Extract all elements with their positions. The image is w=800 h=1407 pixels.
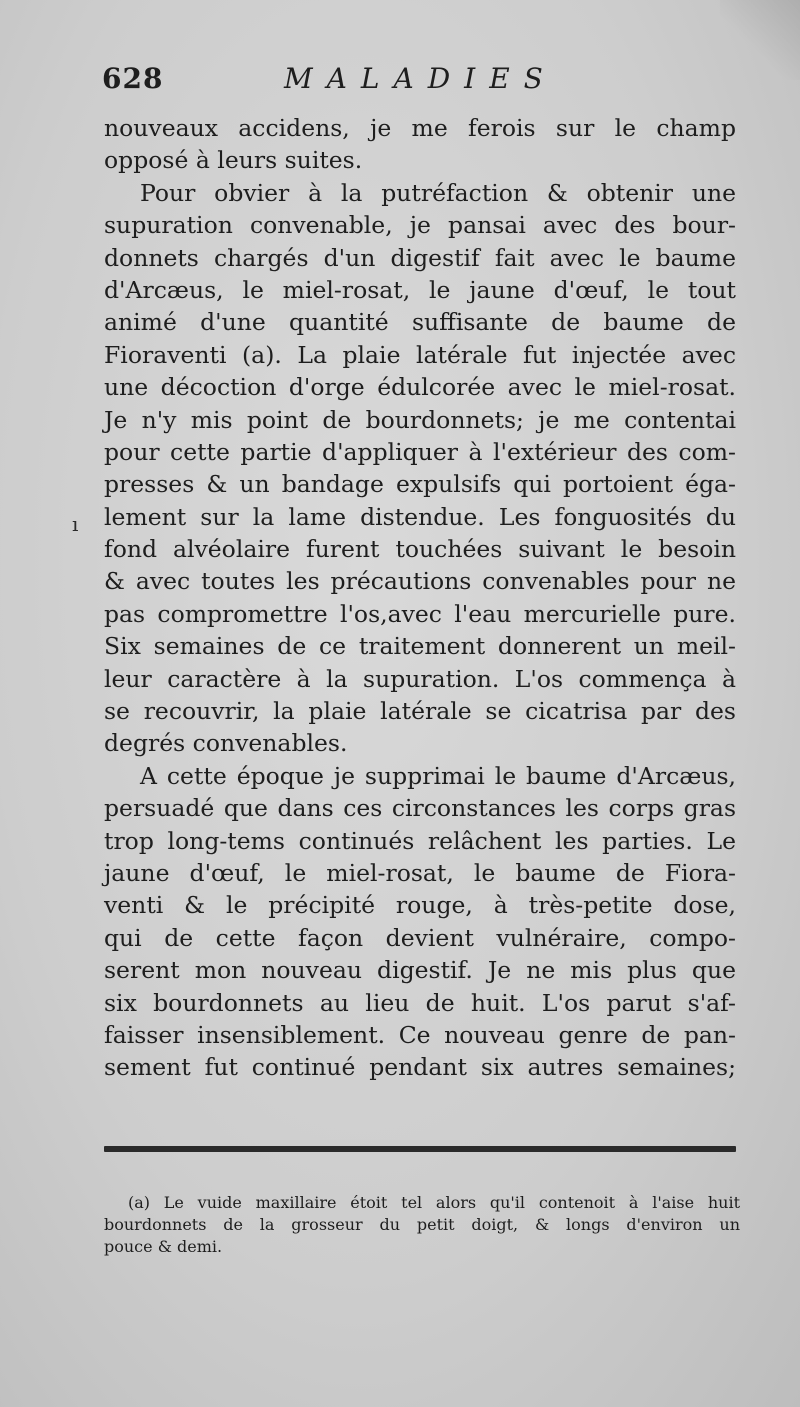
text-line: Six semaines de ce traitement donnerent un meil- (104, 632, 736, 661)
text-line: qui de cette façon devient vulnéraire, compo- (104, 923, 736, 952)
text-line: fond alvéolaire furent touchées suivant le besoin (104, 535, 736, 564)
text-line: Fioraventi (a). La plaie latérale fut injectée avec (104, 340, 736, 369)
text-line: Pour obvier à la putréfaction & obtenir une (140, 178, 736, 207)
margin-mark: ı (72, 512, 79, 536)
text-line: supuration convenable, je pansai avec des bour- (104, 211, 736, 240)
footnote (104, 1192, 740, 1258)
text-line: persuadé que dans ces circonstances les corps gras (104, 794, 736, 823)
text-line: jaune d'œuf, le miel-rosat, le baume de Fiora- (104, 858, 736, 887)
text-line: Je n'y mis point de bourdonnets; je me contentai (104, 405, 736, 434)
text-line: sement fut continué pendant six autres semaines; (104, 1053, 736, 1082)
running-head: MALADIES (284, 62, 557, 95)
text-line: serent mon nouveau digestif. Je ne mis plus que (104, 956, 736, 985)
text-line: trop long-tems continués relâchent les parties. Le (104, 826, 736, 855)
text-line: une décoction d'orge édulcorée avec le miel-rosat. (104, 373, 736, 402)
text-line: d'Arcæus, le miel-rosat, le jaune d'œuf, le tout (104, 275, 736, 304)
page-number: 628 (102, 62, 164, 95)
text-line: animé d'une quantité suffisante de baume de (104, 308, 736, 337)
text-line: six bourdonnets au lieu de huit. L'os parut s'af- (104, 988, 736, 1017)
text-line: leur caractère à la supuration. L'os commença à (104, 664, 736, 693)
text-line: degrés convenables. (104, 729, 348, 758)
text-line: faisser insensiblement. Ce nouveau genre de pan- (104, 1020, 736, 1049)
text-line: donnets chargés d'un digestif fait avec le baume (104, 243, 736, 272)
text-line: nouveaux accidens, je me ferois sur le champ (104, 114, 736, 142)
text-line: opposé à leurs suites. (104, 146, 363, 175)
text-line: A cette époque je supprimai le baume d'Arcæus, (140, 761, 736, 790)
page-header (102, 62, 742, 106)
footnote-rule (104, 1146, 736, 1152)
text-line: & avec toutes les précautions convenables pour ne (104, 567, 736, 596)
text-line: venti & le précipité rouge, à très-petite dose, (104, 891, 736, 920)
text-line: pour cette partie d'appliquer à l'extérieur des com- (104, 437, 736, 466)
text-line: se recouvrir, la plaie latérale se cicatrisa par des (104, 697, 736, 726)
text-line: pas compromettre l'os,avec l'eau mercurielle pure. (104, 599, 736, 628)
footnote-line: (a) Le vuide maxillaire étoit tel alors qu'il contenoit à l'aise huit (128, 1193, 740, 1212)
body-text (104, 112, 736, 1084)
footnote-line: bourdonnets de la grosseur du petit doigt, & longs d'environ un (104, 1215, 740, 1234)
text-line: lement sur la lame distendue. Les fonguosités du (104, 502, 736, 531)
text-line: presses & un bandage expulsifs qui portoient éga- (104, 470, 736, 499)
footnote-line: pouce & demi. (104, 1237, 223, 1256)
